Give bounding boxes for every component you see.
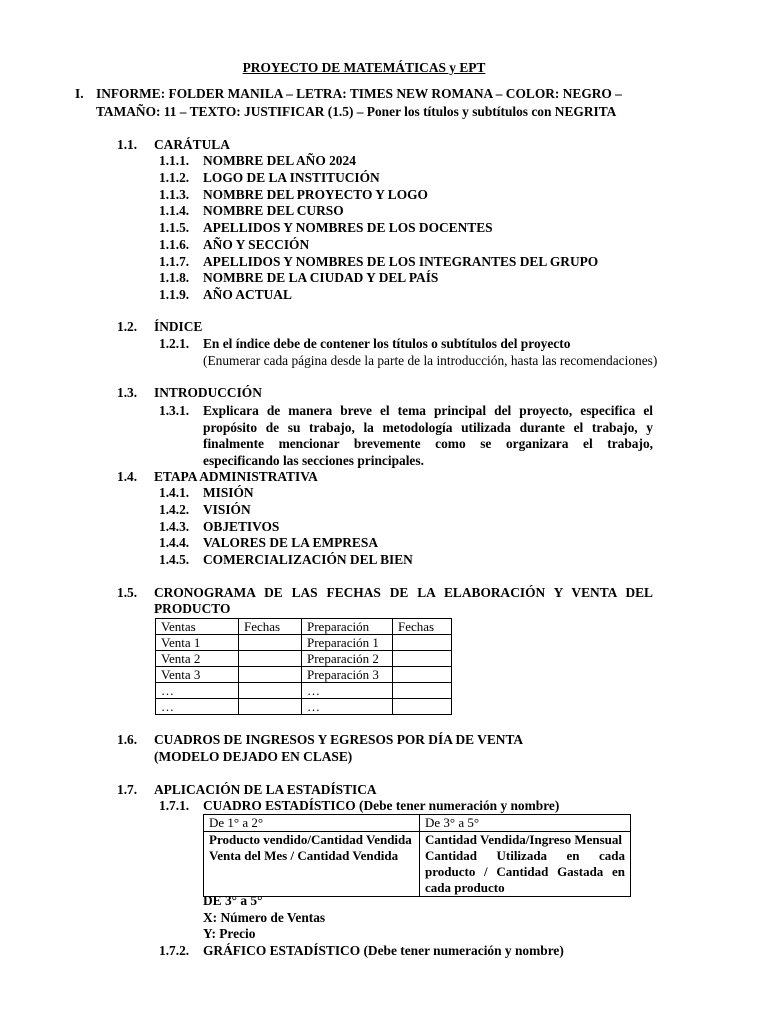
s11-item-number: 1.1.7.: [159, 253, 190, 269]
table-cell: Venta 1: [156, 635, 239, 651]
s14-item-number: 1.4.2.: [159, 501, 190, 517]
s15-heading: CRONOGRAMA DE LAS FECHAS DE LA ELABORACIÓN Y VENTA DEL PRODUCTO: [154, 585, 653, 616]
table-cell: [239, 635, 302, 651]
s11-item-number: 1.1.2.: [159, 169, 190, 185]
table-cell: [239, 667, 302, 683]
estadistico-table: [203, 814, 631, 897]
table-cell: Preparación 1: [302, 635, 393, 651]
s11-item-number: 1.1.8.: [159, 270, 190, 286]
est-cell-2-text: Cantidad Utilizada en cada producto / Cantidad Gastada en cada producto: [425, 848, 625, 895]
s11-item-text: NOMBRE DEL PROYECTO Y LOGO: [203, 186, 428, 202]
s11-item-text: NOMBRE DEL AÑO 2024: [203, 153, 356, 168]
table-row: [156, 699, 452, 715]
s11-item-text: NOMBRE DE LA CIUDAD Y DEL PAÍS: [203, 270, 439, 286]
est-header-2: De 3° a 5°: [420, 815, 631, 832]
section-i-line2: TAMAÑO: 11 – TEXTO: JUSTIFICAR (1.5) – Poner los títulos y subtítulos con NEGRITA: [96, 104, 617, 119]
s14-item-text: OBJETIVOS: [203, 518, 280, 534]
table-row: [156, 635, 452, 651]
s14-item-text: VISIÓN: [203, 501, 251, 517]
est-cell-2: [420, 832, 631, 897]
s11-item-number: 1.1.3.: [159, 186, 190, 202]
s11-heading: CARÁTULA: [154, 137, 230, 152]
table-cell: Venta 2: [156, 651, 239, 667]
s14-number: 1.4.: [117, 469, 138, 484]
s17-after-line: Y: Precio: [203, 926, 256, 941]
s13-item-text: Explicara de manera breve el tema principal del proyecto, especifica el propósito de su trabajo, la metodología utilizada durante el trabajo, y finalmente mencionar brevemente como se organizara el trabajo, especificando las secciones principales.: [203, 403, 653, 468]
s16-line2: (MODELO DEJADO EN CLASE): [154, 749, 353, 764]
s11-item-number: 1.1.5.: [159, 220, 190, 235]
s14-heading: ETAPA ADMINISTRATIVA: [154, 469, 318, 484]
table-cell: …: [302, 683, 393, 699]
s14-item-number: 1.4.3.: [159, 518, 190, 534]
s14-item-text: COMERCIALIZACIÓN DEL BIEN: [203, 552, 413, 567]
s17-after-line: DE 3° a 5°: [203, 893, 263, 908]
est-cell-1-line1: Producto vendido/Cantidad Vendida: [209, 832, 412, 847]
est-cell-1-line2: Venta del Mes / Cantidad Vendida: [209, 848, 399, 863]
s12-item-number: 1.2.1.: [159, 336, 190, 351]
table-header-cell: Preparación: [302, 619, 393, 635]
s11-item-number: 1.1.4.: [159, 203, 190, 219]
s17-number: 1.7.: [117, 782, 138, 797]
table-cell: [239, 651, 302, 667]
s15-number: 1.5.: [117, 585, 138, 600]
table-cell: Venta 3: [156, 667, 239, 683]
s11-item-number: 1.1.6.: [159, 236, 190, 252]
s12-note: (Enumerar cada página desde la parte de la introducción, hasta las recomendaciones): [203, 353, 658, 368]
s11-item-text: AÑO ACTUAL: [203, 287, 292, 302]
s14-item-text: MISIÓN: [203, 485, 254, 500]
s12-number: 1.2.: [117, 319, 138, 334]
table-cell: [393, 667, 452, 683]
s16-line1: CUADROS DE INGRESOS Y EGRESOS POR DÍA DE VENTA: [154, 732, 524, 747]
s17-item1-text: CUADRO ESTADÍSTICO (Debe tener numeración y nombre): [203, 798, 560, 813]
section-i-number: I.: [75, 86, 84, 101]
table-cell: [393, 635, 452, 651]
s14-item-number: 1.4.5.: [159, 552, 190, 567]
table-cell: …: [156, 683, 239, 699]
table-cell: …: [156, 699, 239, 715]
s14-item-text: VALORES DE LA EMPRESA: [203, 535, 378, 551]
est-cell-2-line1: Cantidad Vendida/Ingreso Mensual: [425, 832, 622, 847]
table-cell: [393, 699, 452, 715]
table-cell: [393, 683, 452, 699]
s11-item-text: LOGO DE LA INSTITUCIÓN: [203, 169, 380, 185]
table-header-cell: Fechas: [239, 619, 302, 635]
table-cell: Preparación 2: [302, 651, 393, 667]
table-header-cell: Fechas: [393, 619, 452, 635]
table-cell: [239, 699, 302, 715]
table-cell: [393, 651, 452, 667]
s17-heading: APLICACIÓN DE LA ESTADÍSTICA: [154, 782, 377, 797]
table-header-row: [156, 619, 452, 635]
est-cell-1: [204, 832, 420, 897]
s17-item1-number: 1.7.1.: [159, 798, 190, 813]
table-row: [156, 651, 452, 667]
est-header-1: De 1° a 2°: [204, 815, 420, 832]
s14-item-number: 1.4.1.: [159, 485, 190, 500]
s16-number: 1.6.: [117, 732, 138, 747]
s17-item2-text: GRÁFICO ESTADÍSTICO (Debe tener numeración y nombre): [203, 943, 564, 958]
s11-item-number: 1.1.9.: [159, 287, 190, 302]
table-cell: …: [302, 699, 393, 715]
s17-after-line: X: Número de Ventas: [203, 909, 326, 925]
s13-heading: INTRODUCCIÓN: [154, 385, 262, 400]
s17-item2-number: 1.7.2.: [159, 943, 190, 958]
s11-item-text: NOMBRE DEL CURSO: [203, 203, 344, 219]
document-title: PROYECTO DE MATEMÁTICAS y EPT: [242, 60, 486, 75]
s11-item-text: APELLIDOS Y NOMBRES DE LOS INTEGRANTES DEL GRUPO: [203, 253, 599, 269]
s13-number: 1.3.: [117, 385, 138, 400]
table-header-cell: Ventas: [156, 619, 239, 635]
s13-item-number: 1.3.1.: [159, 403, 190, 418]
table-cell: Preparación 3: [302, 667, 393, 683]
s11-number: 1.1.: [117, 137, 138, 152]
table-row: [156, 683, 452, 699]
table-row: [156, 667, 452, 683]
cronograma-table: [155, 618, 452, 715]
s11-item-number: 1.1.1.: [159, 153, 190, 168]
s14-item-number: 1.4.4.: [159, 535, 190, 551]
s11-item-text: APELLIDOS Y NOMBRES DE LOS DOCENTES: [203, 220, 493, 235]
table-cell: [239, 683, 302, 699]
s12-heading: ÍNDICE: [154, 319, 203, 334]
section-i-line1: INFORME: FOLDER MANILA – LETRA: TIMES NEW ROMANA – COLOR: NEGRO –: [96, 86, 622, 101]
s11-item-text: AÑO Y SECCIÓN: [203, 236, 310, 252]
s12-item-text: En el índice debe de contener los títulos o subtítulos del proyecto: [203, 336, 571, 351]
